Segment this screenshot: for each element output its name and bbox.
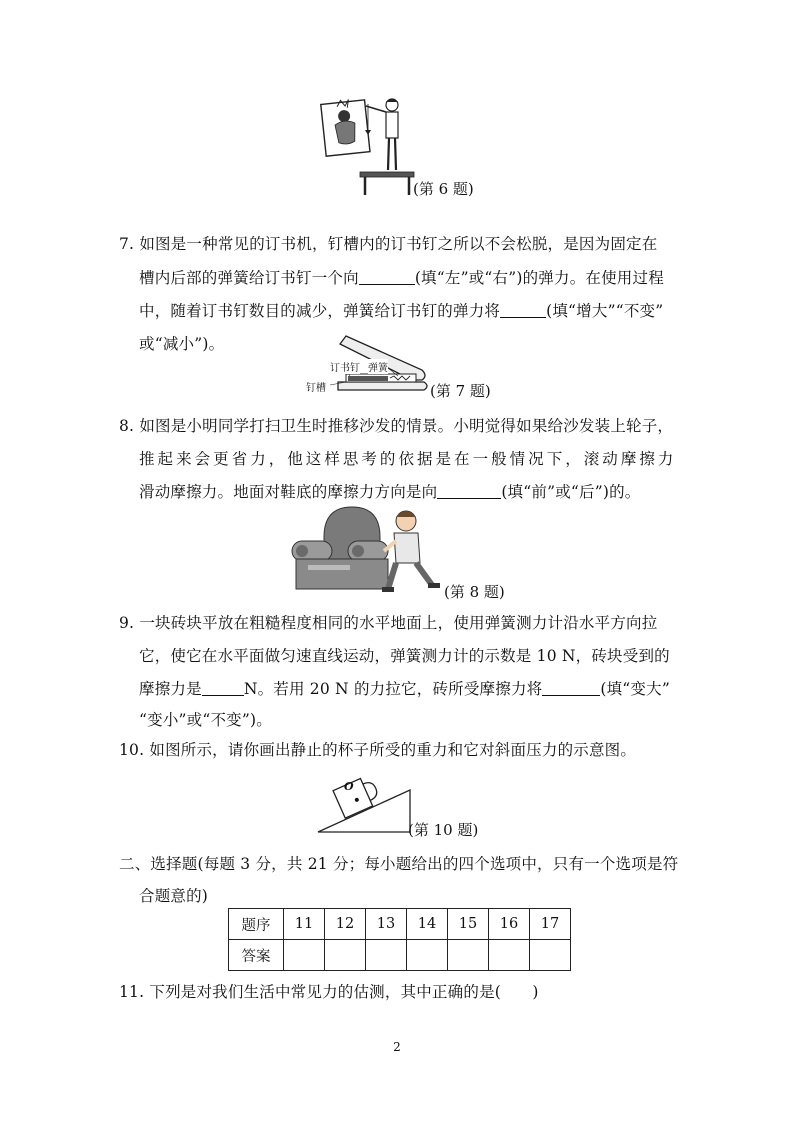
question-number-cell: 15 [448,909,489,940]
question-number-cell: 17 [530,909,571,940]
answer-table-header-label: 题序 [229,909,284,940]
justified-character: 下 [546,450,563,468]
question-number-cell: 12 [325,909,366,940]
answer-blank[interactable] [202,681,244,696]
figure-10-illustration [316,766,416,836]
question-number-cell: 13 [366,909,407,940]
answer-blank[interactable] [359,270,415,285]
question-9-line-1: 9. 一块砖块平放在粗糙程度相同的水平地面上，使用弹簧测力计沿水平方向拉 [119,614,658,632]
justified-character: 来 [176,450,192,468]
answer-table-answer-row [229,940,571,971]
answer-table-header-row [229,909,571,940]
justified-character: 依 [398,450,415,468]
justified-character: 更 [213,450,229,468]
question-9-line-3: 摩擦力是 N。若用 20 N 的力拉它，砖所受摩擦力将 (填“变大” [139,680,670,698]
center-of-gravity-label: O [344,780,354,793]
justified-character: 滚 [583,450,600,468]
justified-character: 的 [379,450,396,468]
justified-character: 是 [435,450,452,468]
answer-blank[interactable] [437,484,501,499]
justified-character: 考 [361,450,378,468]
question-7-line-1: 7. 如图是一种常见的订书机，钉槽内的订书钉之所以不会松脱，是因为固定在 [119,235,658,253]
justified-character: ， [565,450,581,468]
justified-character: 动 [602,450,618,468]
answer-cell[interactable] [530,940,571,971]
question-7-line-4: 或“减小”)。 [139,335,225,353]
justified-character: 力 [250,450,266,468]
figure-7-caption: (第 7 题) [430,382,491,400]
justified-character: 擦 [639,450,656,468]
answer-cell[interactable] [448,940,489,971]
justified-character: 据 [416,450,433,468]
answer-blank[interactable] [542,681,600,696]
figure-8-illustration [288,503,448,598]
justified-character: 情 [509,450,526,468]
answer-table-row-label: 答案 [229,940,284,971]
justified-character: 省 [231,450,248,468]
question-number-cell: 11 [284,909,325,940]
justified-character: 般 [491,450,507,468]
justified-character: ， [268,450,285,468]
justified-character: 摩 [620,450,637,468]
justified-character: 在 [454,450,470,468]
answer-cell[interactable] [407,940,448,971]
section-2-line-1: 二、选择题(每题 3 分，共 21 分；每小题给出的四个选项中，只有一个选项是符 [119,855,679,873]
question-7-line-3: 中，随着订书钉数目的减少，弹簧给订书钉的弹力将 (填“增大”“不变” [139,302,664,320]
question-11-line-1: 11. 下列是对我们生活中常见力的估测，其中正确的是( ) [119,983,539,1001]
question-8-line-2 [139,447,674,469]
justified-character: 会 [194,450,211,468]
answer-cell[interactable] [489,940,530,971]
justified-character: 样 [324,450,341,468]
justified-character: 起 [157,450,174,468]
answer-cell[interactable] [284,940,325,971]
question-number-cell: 16 [489,909,530,940]
answer-cell[interactable] [325,940,366,971]
section-2-line-2: 合题意的) [139,887,209,905]
question-7-line-2: 槽内后部的弹簧给订书钉一个向 (填“左”或“右”)的弹力。在使用过程 [139,269,664,287]
question-9-line-4: “变小”或“不变”)。 [139,711,272,729]
question-10-line-1: 10. 如图所示，请你画出静止的杯子所受的重力和它对斜面压力的示意图。 [119,741,637,759]
figure-10-caption: (第 10 题) [408,821,479,839]
figure-6-caption: (第 6 题) [413,180,474,198]
question-number-cell: 14 [407,909,448,940]
question-8-line-1: 8. 如图是小明同学打扫卫生时推移沙发的情景。小明觉得如果给沙发装上轮子， [119,417,674,435]
label-staple: 订书钉 [330,359,360,374]
question-8-line-3: 滑动摩擦力。地面对鞋底的摩擦力方向是向 (填“前”或“后”)的。 [139,483,641,501]
justified-character: 推 [139,450,155,468]
justified-character: 思 [342,450,359,468]
figure-8-caption: (第 8 题) [444,583,505,601]
question-9-line-2: 它，使它在水平面做匀速直线运动，弹簧测力计的示数是 10 N，砖块受到的 [139,647,670,665]
label-groove: 钉槽 [306,383,326,394]
justified-character: 一 [472,450,489,468]
page-number: 2 [393,1040,401,1054]
answer-cell[interactable] [366,940,407,971]
answer-table [228,908,571,971]
label-spring: 弹簧 [368,359,388,374]
justified-character: 力 [657,450,674,468]
justified-character: 况 [528,450,544,468]
answer-blank[interactable] [500,303,546,318]
justified-character: 这 [305,450,322,468]
justified-character: 他 [287,450,303,468]
figure-6-illustration [318,94,418,196]
